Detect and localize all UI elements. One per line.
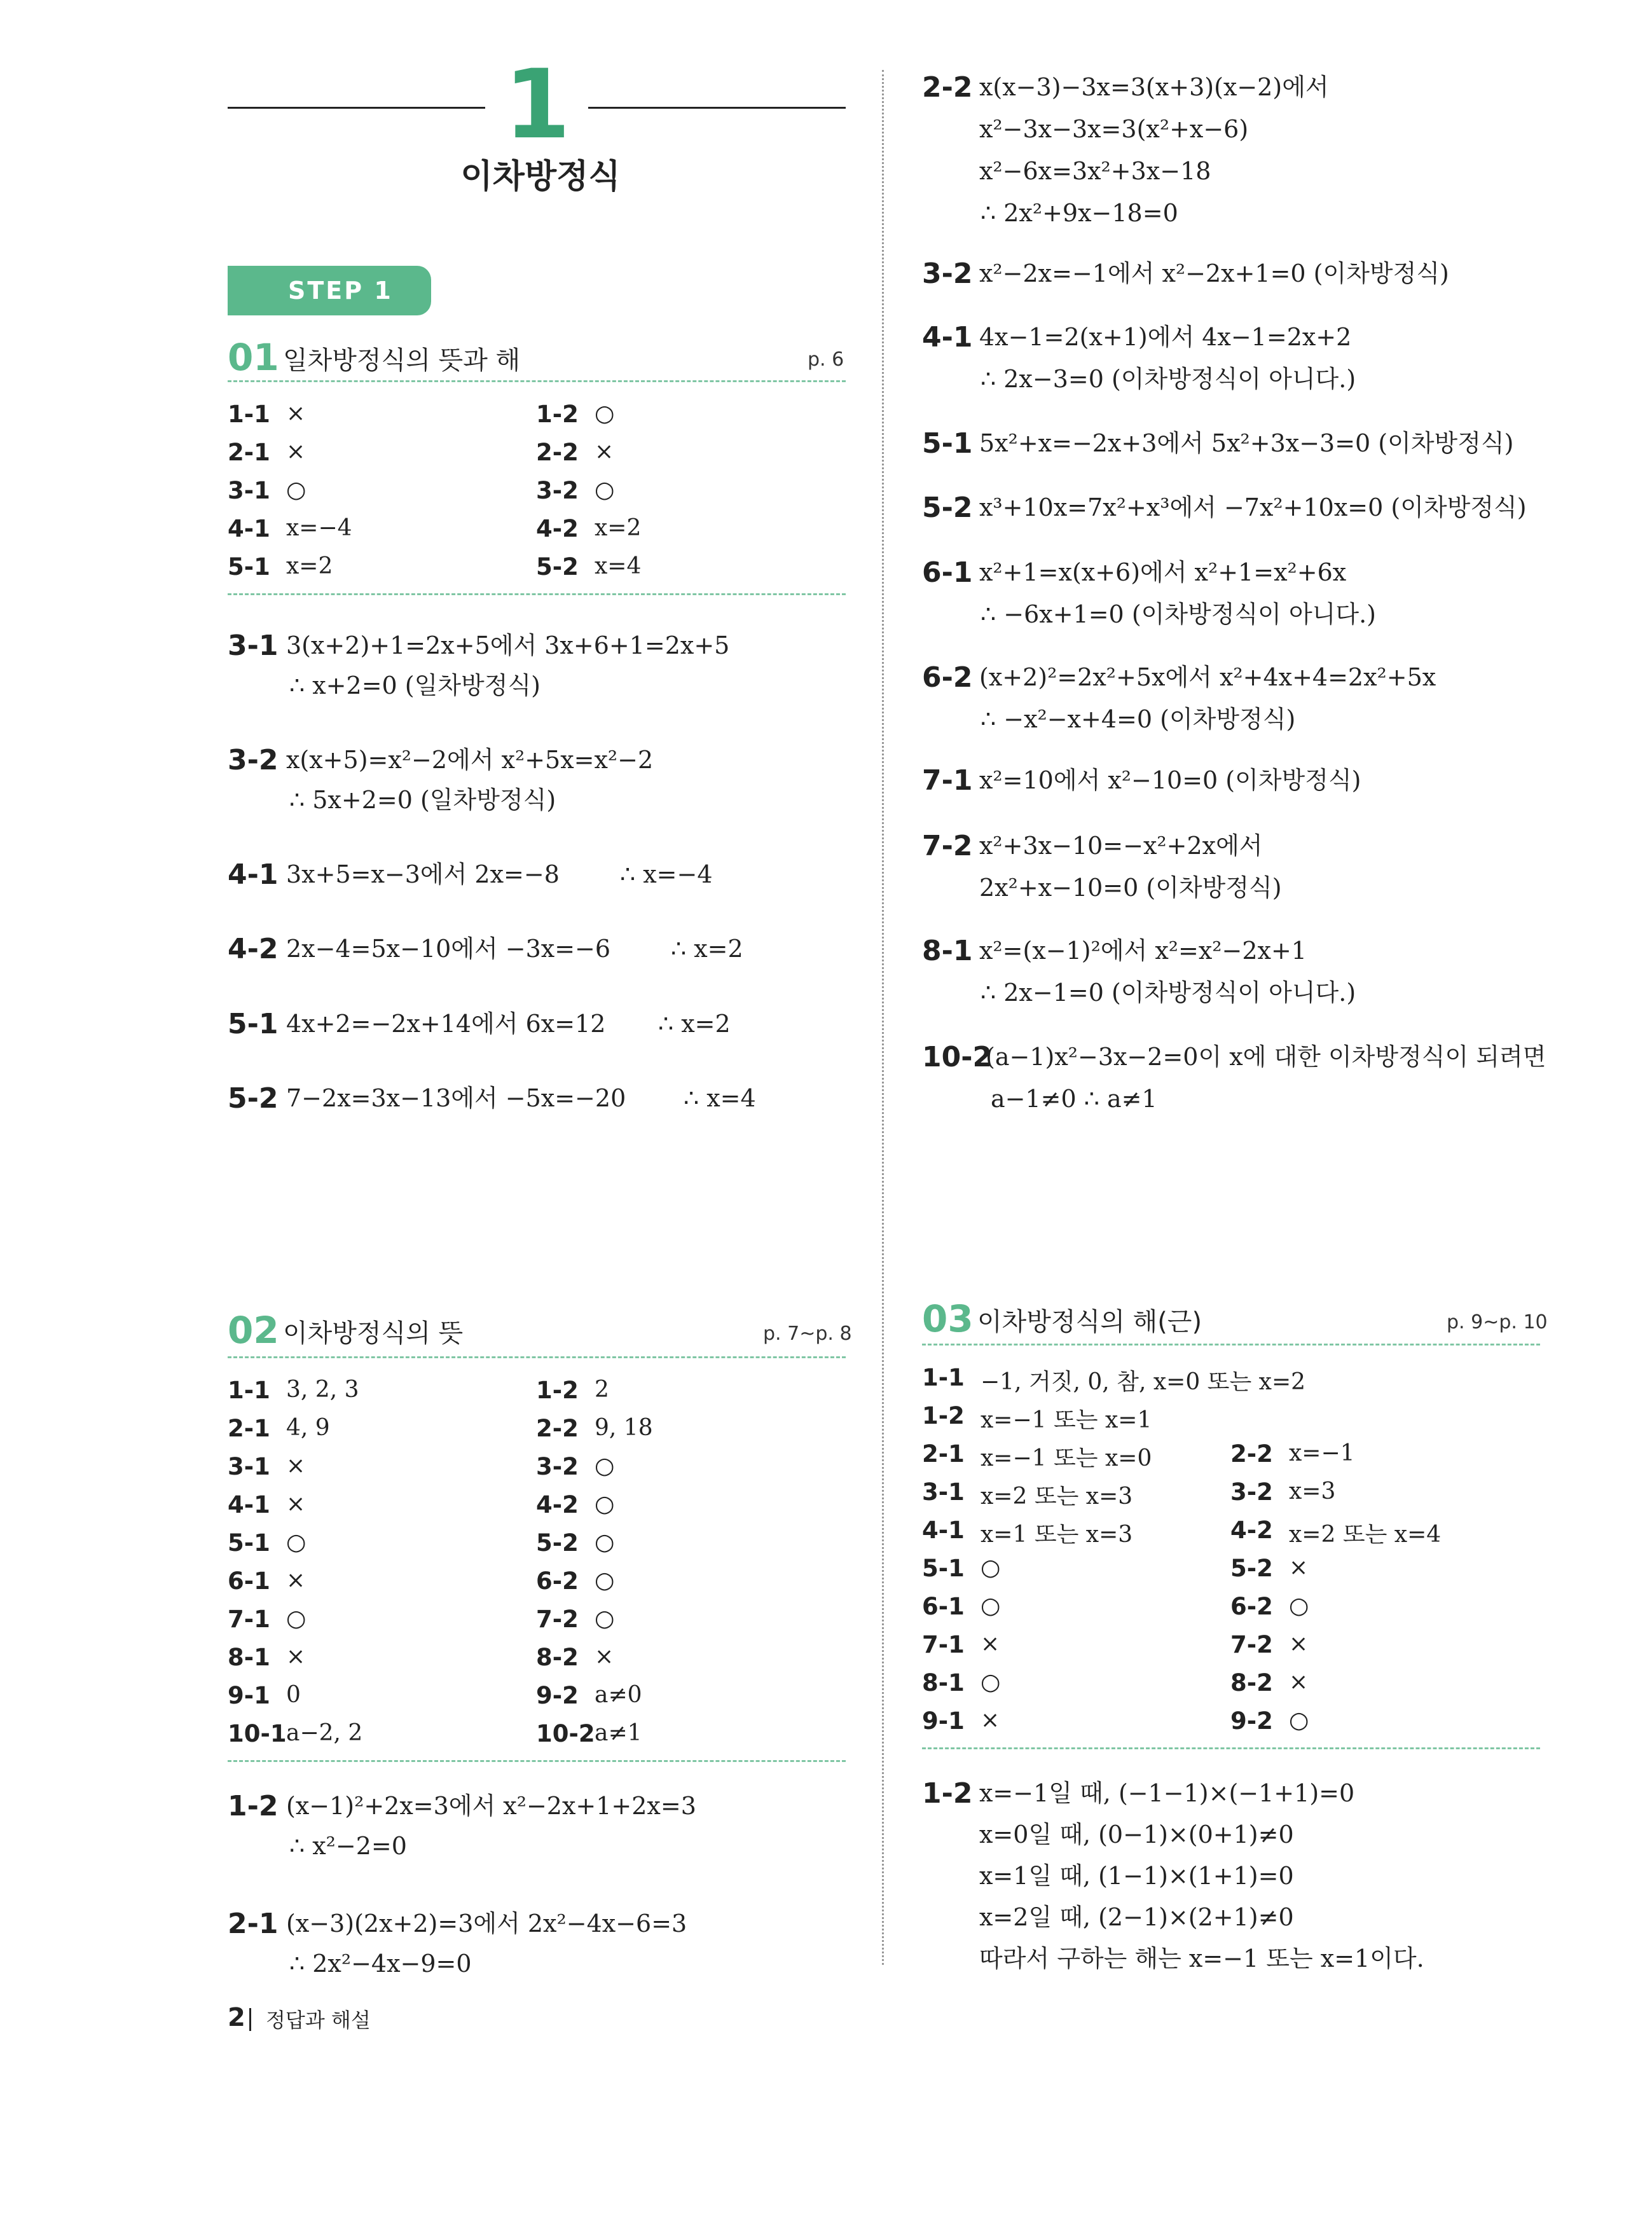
explanation-label: 2-2: [922, 71, 973, 104]
answer-value: x=−1 또는 x=1: [981, 1407, 1152, 1433]
explanation-label: 7-2: [922, 830, 973, 862]
answer-value: ×: [286, 401, 306, 427]
section-01-rule-bottom: [228, 593, 846, 595]
answer-label: 5-1: [228, 1529, 270, 1557]
explanation-line: x²−6x=3x²+3x−18: [979, 157, 1211, 185]
explanation-line: x(x+5)=x²−2에서 x²+5x=x²−2: [286, 746, 654, 774]
chapter-title: 이차방정식: [460, 158, 621, 196]
section-01-page: p. 6: [808, 348, 844, 371]
section-02-page: p. 7~p. 8: [763, 1323, 852, 1345]
explanation-line: x=2일 때, (2−1)×(2+1)≠0: [979, 1903, 1294, 1931]
answer-value: x=4: [595, 553, 642, 579]
answer-value: ×: [595, 1644, 614, 1670]
section-02-number: 02: [228, 1309, 279, 1352]
explanation-line: a−1≠0 ∴ a≠1: [991, 1085, 1157, 1113]
answer-label: 1-2: [922, 1402, 965, 1429]
chapter-number: 1: [504, 50, 571, 160]
step-badge: STEP 1: [228, 266, 431, 315]
chapter-rule-left: [228, 107, 485, 109]
answer-label: 1-1: [228, 401, 270, 428]
answer-value: ○: [981, 1593, 1001, 1619]
answer-label: 2-1: [922, 1440, 965, 1468]
section-02-title: 이차방정식의 뜻: [283, 1319, 464, 1348]
answer-value: x=−4: [286, 515, 352, 541]
answer-label: 4-2: [1230, 1517, 1273, 1544]
explanation-label: 3-2: [228, 744, 279, 776]
answer-label: 4-1: [228, 515, 270, 542]
explanation-label: 1-2: [922, 1777, 973, 1810]
answer-label: 8-2: [1230, 1669, 1273, 1697]
footer-page-number: 2: [228, 2003, 245, 2032]
section-03-number: 03: [922, 1297, 974, 1340]
answer-value: a≠0: [595, 1682, 642, 1708]
answer-value: ○: [595, 1453, 615, 1479]
answer-label: 5-1: [228, 553, 270, 581]
answer-value: 3, 2, 3: [286, 1377, 359, 1403]
explanation-label: 5-2: [228, 1082, 279, 1115]
answer-value: ○: [1289, 1707, 1309, 1733]
answer-value: ○: [286, 1606, 306, 1632]
answer-value: x=−1 또는 x=0: [981, 1445, 1152, 1471]
answer-value: ×: [1289, 1669, 1309, 1695]
answer-label: 4-1: [228, 1491, 270, 1518]
answer-value: ○: [286, 1529, 306, 1555]
answer-label: 2-1: [228, 439, 270, 466]
column-divider: [882, 70, 884, 1965]
explanation-line: 따라서 구하는 해는 x=−1 또는 x=1이다.: [979, 1944, 1424, 1972]
answer-value: ○: [595, 1491, 615, 1517]
answer-value: ×: [1289, 1631, 1309, 1657]
explanation-line: x=1일 때, (1−1)×(1+1)=0: [979, 1862, 1294, 1890]
explanation-label: 6-2: [922, 661, 973, 694]
section-01-title: 일차방정식의 뜻과 해: [283, 346, 521, 375]
answer-value: ×: [286, 1644, 306, 1670]
explanation-line: ∴ 5x+2=0 (일차방정식): [289, 786, 556, 814]
answer-label: 8-1: [922, 1669, 965, 1697]
answer-label: 6-1: [228, 1567, 270, 1595]
answer-label: 3-1: [922, 1478, 965, 1506]
answer-value: x=1 또는 x=3: [981, 1522, 1133, 1548]
section-02-rule-bottom: [228, 1760, 846, 1762]
answer-label: 2-1: [228, 1415, 270, 1442]
explanation-line: x(x−3)−3x=3(x+3)(x−2)에서: [979, 73, 1329, 101]
footer-separator: [249, 2008, 251, 2031]
answer-value: x=3: [1289, 1478, 1336, 1504]
answer-value: x=2: [595, 515, 642, 541]
explanation-line: x²+1=x(x+6)에서 x²+1=x²+6x: [979, 558, 1347, 586]
answer-label: 5-2: [536, 553, 579, 581]
answer-label: 3-1: [228, 477, 270, 504]
explanation-line: x²−3x−3x=3(x²+x−6): [979, 115, 1249, 143]
answer-label: 6-2: [1230, 1593, 1273, 1620]
explanation-line: ∴ −x²−x+4=0 (이차방정식): [981, 705, 1296, 733]
answer-value: ○: [595, 401, 615, 427]
answer-label: 7-1: [228, 1606, 270, 1633]
answer-label: 6-1: [922, 1593, 965, 1620]
explanation-line: x³+10x=7x²+x³에서 −7x²+10x=0 (이차방정식): [979, 493, 1527, 521]
explanation-label: 4-1: [922, 321, 973, 354]
answer-value: ○: [595, 1567, 615, 1593]
answer-value: a≠1: [595, 1720, 642, 1746]
explanation-line: 4x+2=−2x+14에서 6x=12: [286, 1010, 606, 1038]
answer-value: ○: [286, 477, 306, 503]
explanation-line: x=−1일 때, (−1−1)×(−1+1)=0: [979, 1779, 1355, 1807]
explanation-label: 8-1: [922, 935, 973, 967]
answer-value: ○: [595, 477, 615, 503]
footer-text: 정답과 해설: [266, 2008, 371, 2032]
explanation-label: 4-1: [228, 858, 279, 891]
answer-label: 7-1: [922, 1631, 965, 1658]
answer-value: 2: [595, 1377, 609, 1403]
explanation-line: 3(x+2)+1=2x+5에서 3x+6+1=2x+5: [286, 631, 730, 659]
explanation-label: 5-1: [228, 1008, 279, 1040]
explanation-line: ∴ 2x−3=0 (이차방정식이 아니다.): [981, 365, 1356, 393]
answer-value: 0: [286, 1682, 301, 1708]
answer-label: 1-1: [922, 1364, 965, 1391]
answer-label: 5-1: [922, 1555, 965, 1582]
explanation-label: 5-2: [922, 492, 973, 524]
answer-label: 5-2: [1230, 1555, 1273, 1582]
answer-label: 9-2: [536, 1682, 579, 1709]
section-01-rule-top: [228, 380, 846, 382]
answer-value: ×: [286, 1453, 306, 1479]
explanation-label: 7-1: [922, 764, 973, 797]
answer-label: 3-2: [1230, 1478, 1273, 1506]
answer-label: 10-1: [228, 1720, 287, 1747]
answer-label: 1-2: [536, 401, 579, 428]
explanation-result: ∴ x=2: [671, 935, 743, 963]
explanation-line: x²−2x=−1에서 x²−2x+1=0 (이차방정식): [979, 259, 1449, 287]
answer-value: x=2: [286, 553, 333, 579]
answer-label: 5-2: [536, 1529, 579, 1557]
answer-value: ○: [981, 1555, 1001, 1581]
answer-label: 7-2: [536, 1606, 579, 1633]
answer-value: ×: [286, 1491, 306, 1517]
answer-label: 4-1: [922, 1517, 965, 1544]
answer-value: ×: [981, 1631, 1000, 1657]
answer-value: ×: [595, 439, 614, 465]
explanation-line: 5x²+x=−2x+3에서 5x²+3x−3=0 (이차방정식): [979, 429, 1514, 457]
explanation-line: x=0일 때, (0−1)×(0+1)≠0: [979, 1820, 1294, 1848]
answer-label: 6-2: [536, 1567, 579, 1595]
explanation-label: 10-2: [922, 1041, 993, 1073]
section-01-number: 01: [228, 336, 279, 379]
explanation-line: ∴ x²−2=0: [289, 1832, 407, 1860]
answer-value: x=2 또는 x=3: [981, 1483, 1133, 1510]
explanation-line: (x+2)²=2x²+5x에서 x²+4x+4=2x²+5x: [979, 663, 1436, 691]
answer-label: 1-2: [536, 1377, 579, 1404]
answer-value: 4, 9: [286, 1415, 330, 1441]
answer-label: 4-2: [536, 1491, 579, 1518]
section-03-title: 이차방정식의 해(근): [977, 1307, 1202, 1337]
section-03-rule-bottom: [922, 1747, 1540, 1749]
explanation-label: 6-1: [922, 556, 973, 589]
answer-value: −1, 거짓, 0, 참, x=0 또는 x=2: [981, 1369, 1306, 1395]
explanation-label: 5-1: [922, 427, 973, 460]
answer-value: 9, 18: [595, 1415, 653, 1441]
explanation-result: ∴ x=4: [684, 1084, 756, 1112]
answer-label: 10-2: [536, 1720, 595, 1747]
answer-value: ×: [286, 1567, 306, 1593]
answer-label: 8-1: [228, 1644, 270, 1671]
answer-label: 2-2: [536, 439, 579, 466]
answer-value: a−2, 2: [286, 1720, 363, 1746]
explanation-line: ∴ x+2=0 (일차방정식): [289, 671, 540, 699]
explanation-label: 2-1: [228, 1908, 279, 1940]
answer-value: ○: [1289, 1593, 1309, 1619]
answer-label: 1-1: [228, 1377, 270, 1404]
explanation-line: x²=10에서 x²−10=0 (이차방정식): [979, 766, 1361, 794]
explanation-line: ∴ 2x²−4x−9=0: [289, 1950, 472, 1978]
answer-label: 9-1: [922, 1707, 965, 1735]
explanation-label: 3-2: [922, 258, 973, 290]
answer-value: ×: [981, 1707, 1000, 1733]
explanation-label: 4-2: [228, 933, 279, 965]
explanation-line: ∴ −6x+1=0 (이차방정식이 아니다.): [981, 600, 1376, 628]
answer-value: ×: [1289, 1555, 1309, 1581]
section-02-rule-top: [228, 1356, 846, 1358]
section-03-page: p. 9~p. 10: [1447, 1311, 1548, 1333]
answer-value: ○: [595, 1529, 615, 1555]
answer-value: x=2 또는 x=4: [1289, 1522, 1442, 1548]
answer-value: ×: [286, 439, 306, 465]
explanation-line: 3x+5=x−3에서 2x=−8: [286, 860, 560, 888]
explanation-line: (x−1)²+2x=3에서 x²−2x+1+2x=3: [286, 1792, 696, 1820]
answer-label: 2-2: [536, 1415, 579, 1442]
explanation-line: ∴ 2x−1=0 (이차방정식이 아니다.): [981, 979, 1356, 1007]
explanation-label: 3-1: [228, 630, 279, 662]
section-03-rule-top: [922, 1344, 1540, 1346]
explanation-line: 2x−4=5x−10에서 −3x=−6: [286, 935, 611, 963]
explanation-line: (a−1)x²−3x−2=0이 x에 대한 이차방정식이 되려면: [986, 1043, 1546, 1071]
answer-label: 9-2: [1230, 1707, 1273, 1735]
explanation-result: ∴ x=−4: [620, 860, 713, 888]
explanation-result: ∴ x=2: [658, 1010, 731, 1038]
chapter-rule-right: [588, 107, 846, 109]
answer-label: 3-1: [228, 1453, 270, 1480]
answer-label: 7-2: [1230, 1631, 1273, 1658]
answer-label: 3-2: [536, 477, 579, 504]
explanation-line: (x−3)(2x+2)=3에서 2x²−4x−6=3: [286, 1910, 687, 1937]
explanation-line: 4x−1=2(x+1)에서 4x−1=2x+2: [979, 323, 1352, 351]
explanation-line: 7−2x=3x−13에서 −5x=−20: [286, 1084, 626, 1112]
explanation-line: x²+3x−10=−x²+2x에서: [979, 832, 1263, 860]
answer-label: 9-1: [228, 1682, 270, 1709]
answer-value: x=−1: [1289, 1440, 1355, 1466]
explanation-line: ∴ 2x²+9x−18=0: [981, 199, 1178, 227]
answer-value: ○: [981, 1669, 1001, 1695]
answer-label: 4-2: [536, 515, 579, 542]
answer-label: 3-2: [536, 1453, 579, 1480]
answer-label: 2-2: [1230, 1440, 1273, 1468]
explanation-label: 1-2: [228, 1790, 279, 1822]
explanation-line: 2x²+x−10=0 (이차방정식): [979, 874, 1282, 902]
answer-value: ○: [595, 1606, 615, 1632]
answer-label: 8-2: [536, 1644, 579, 1671]
explanation-line: x²=(x−1)²에서 x²=x²−2x+1: [979, 937, 1307, 965]
